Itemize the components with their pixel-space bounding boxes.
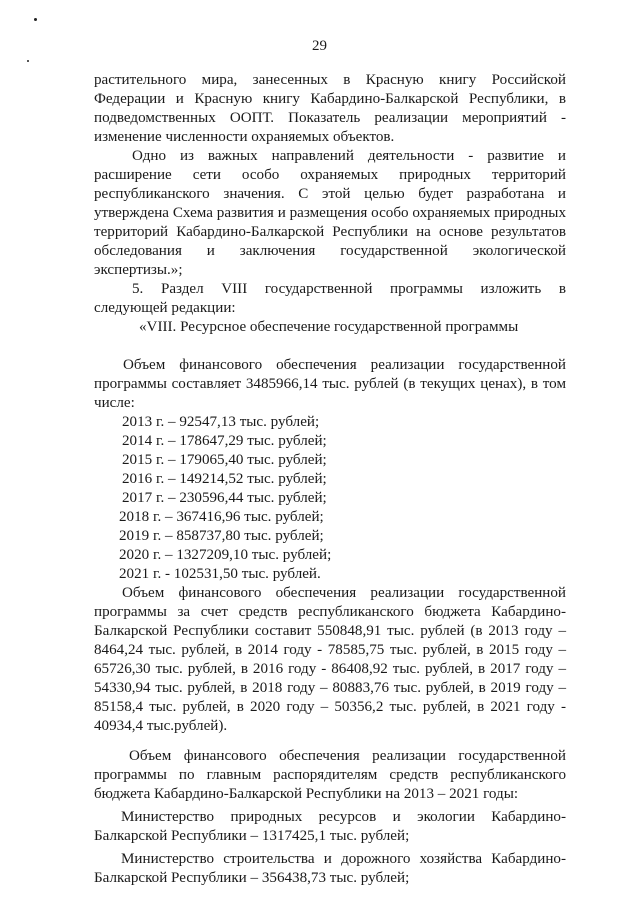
text-line: Министерство природных ресурсов и экологии Кабардино- (121, 809, 566, 825)
scan-speck (34, 18, 37, 21)
text-line: растительного мира, занесенных в Красную книгу Российской (94, 72, 566, 88)
year-item: 2018 г. – 367416,96 тыс. рублей; (119, 509, 324, 525)
text-line: программы по главным распорядителям средств республиканского (94, 767, 566, 783)
year-item: 2015 г. – 179065,40 тыс. рублей; (122, 452, 327, 468)
text-line: экспертизы.»; (94, 262, 183, 278)
scan-speck (27, 60, 29, 62)
text-line: расширение сети особо охраняемых природных территорий (94, 167, 566, 183)
year-item: 2020 г. – 1327209,10 тыс. рублей; (119, 547, 332, 563)
text-line: бюджета Кабардино-Балкарской Республики на 2013 – 2021 годы: (94, 786, 519, 802)
text-line: Одно из важных направлений деятельности - развитие и (132, 148, 566, 164)
text-line: Объем финансового обеспечения реализации государственной (129, 748, 566, 764)
text-line: 54330,94 тыс. рублей, в 2018 году – 80883,76 тыс. рублей, в 2019 году – (94, 680, 566, 696)
text-line: Министерство строительства и дорожного хозяйства Кабардино- (121, 851, 566, 867)
text-line: программы составляет 3485966,14 тыс. рублей (в текущих ценах), в том (94, 376, 566, 392)
text-line: Балкарской Республики – 1317425,1 тыс. рублей; (94, 828, 410, 844)
year-item: 2019 г. – 858737,80 тыс. рублей; (119, 528, 324, 544)
year-item: 2013 г. – 92547,13 тыс. рублей; (122, 414, 320, 430)
text-line: программы за счет средств республиканского бюджета Кабардино- (94, 604, 566, 620)
page-number: 29 (312, 38, 327, 54)
text-line: 8464,24 тыс. рублей, в 2014 году - 78585,75 тыс. рублей, в 2015 году – (94, 642, 566, 658)
text-line: территорий Кабардино-Балкарской Республики на основе результатов (94, 224, 566, 240)
text-line: Балкарской Республики составит 550848,91 тыс. рублей (в 2013 году – (94, 623, 566, 639)
text-line: 5. Раздел VIII государственной программы изложить в (132, 281, 566, 297)
text-line: 65726,30 тыс. рублей, в 2016 году - 86408,92 тыс. рублей, в 2017 году – (94, 661, 566, 677)
text-line: Объем финансового обеспечения реализации государственной (122, 585, 566, 601)
section-heading: «VIII. Ресурсное обеспечение государственной программы (139, 319, 519, 335)
text-line: республиканского значения. С этой целью будет разработана и (94, 186, 566, 202)
text-line: подведомственных ООПТ. Показатель реализации мероприятий - (94, 110, 566, 126)
year-item: 2021 г. - 102531,50 тыс. рублей. (119, 566, 321, 582)
text-line: 40934,4 тыс.рублей). (94, 718, 228, 734)
text-line: 85158,4 тыс. рублей, в 2020 году – 50356,2 тыс. рублей, в 2021 году - (94, 699, 566, 715)
text-line: обследования и заключения государственной экологической (94, 243, 566, 259)
text-line: числе: (94, 395, 135, 411)
year-item: 2016 г. – 149214,52 тыс. рублей; (122, 471, 327, 487)
text-line: Объем финансового обеспечения реализации государственной (123, 357, 566, 373)
year-item: 2014 г. – 178647,29 тыс. рублей; (122, 433, 327, 449)
text-line: изменение численности охраняемых объектов. (94, 129, 395, 145)
text-line: Федерации и Красную книгу Кабардино-Балкарской Республики, в (94, 91, 566, 107)
text-line: утверждена Схема развития и размещения особо охраняемых природных (94, 205, 566, 221)
text-line: следующей редакции: (94, 300, 236, 316)
year-item: 2017 г. – 230596,44 тыс. рублей; (122, 490, 327, 506)
text-line: Балкарской Республики – 356438,73 тыс. рублей; (94, 870, 410, 886)
